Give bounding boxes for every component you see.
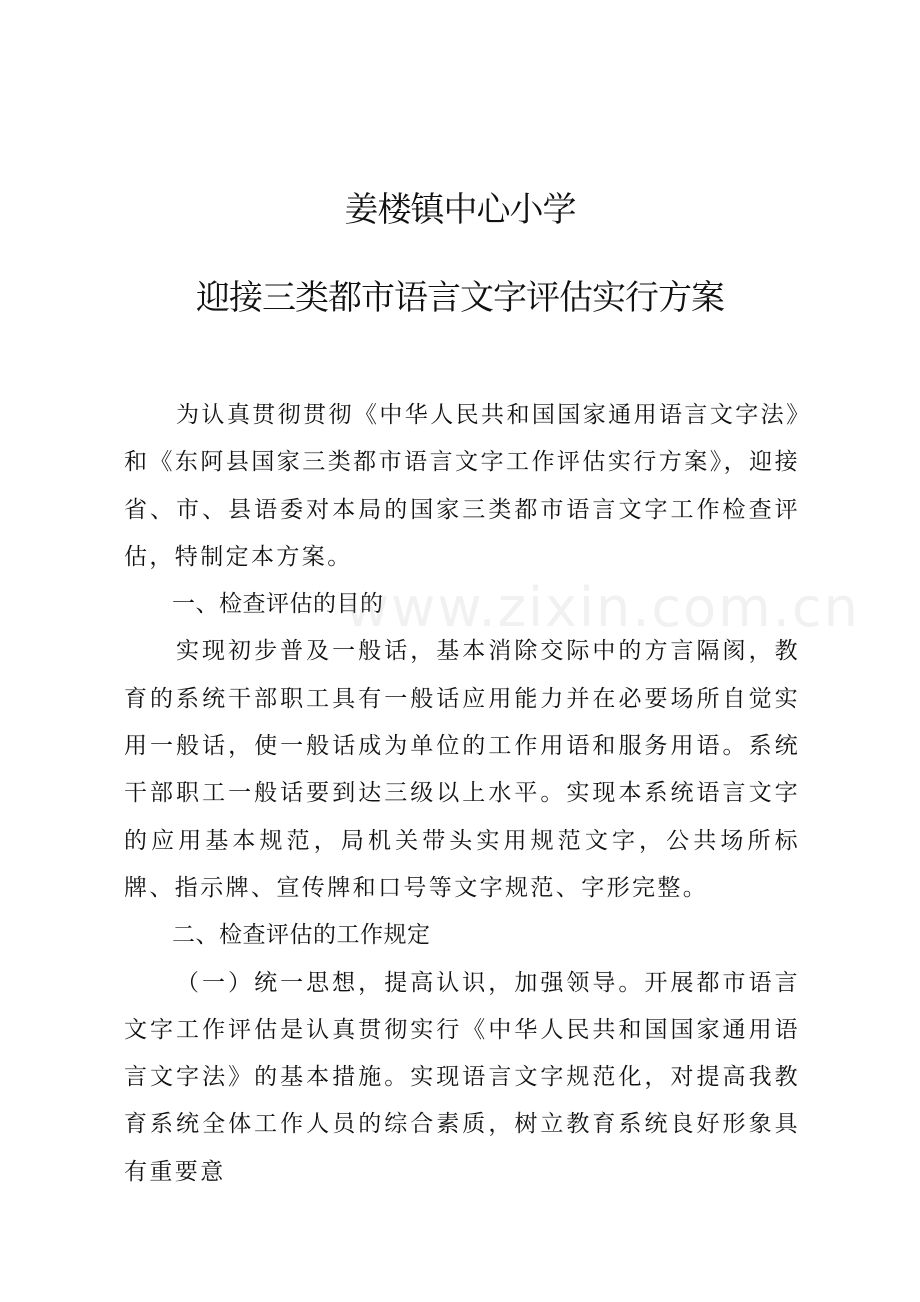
requirements-paragraph: （一）统一思想，提高认识，加强领导。开展都市语言文字工作评估是认真贯彻实行《中华人民共和国国家通用语言文字法》的基本措施。实现语言文字规范化，对提高我教育系统全体工作人员的综合素质，树立教育系统良好形象具有重要意 (124, 969, 800, 1185)
section-heading-requirements: 二、检查评估的工作规定 (172, 922, 431, 949)
purpose-paragraph: 实现初步普及一般话，基本消除交际中的方言隔阂，教育的系统干部职工具有一般话应用能力并在必要场所自觉实用一般话，使一般话成为单位的工作用语和服务用语。系统干部职工一般话要到达三级以上水平。实现本系统语言文字的应用基本规范，局机关带头实用规范文字，公共场所标牌、指示牌、宣传牌和口号等文字规范、字形完整。 (124, 638, 800, 901)
school-title: 姜楼镇中心小学 (344, 190, 576, 230)
section-heading-purpose: 一、检查评估的目的 (172, 591, 384, 618)
plan-title: 迎接三类都市语言文字评估实行方案 (196, 278, 724, 318)
watermark: www.zixin.com.cn (345, 576, 860, 639)
intro-paragraph: 为认真贯彻贯彻《中华人民共和国国家通用语言文字法》和《东阿县国家三类都市语言文字工作评估实行方案》，迎接省、市、县语委对本局的国家三类都市语言文字工作检查评估，特制定本方案。 (124, 402, 800, 570)
document-body (124, 392, 800, 1196)
